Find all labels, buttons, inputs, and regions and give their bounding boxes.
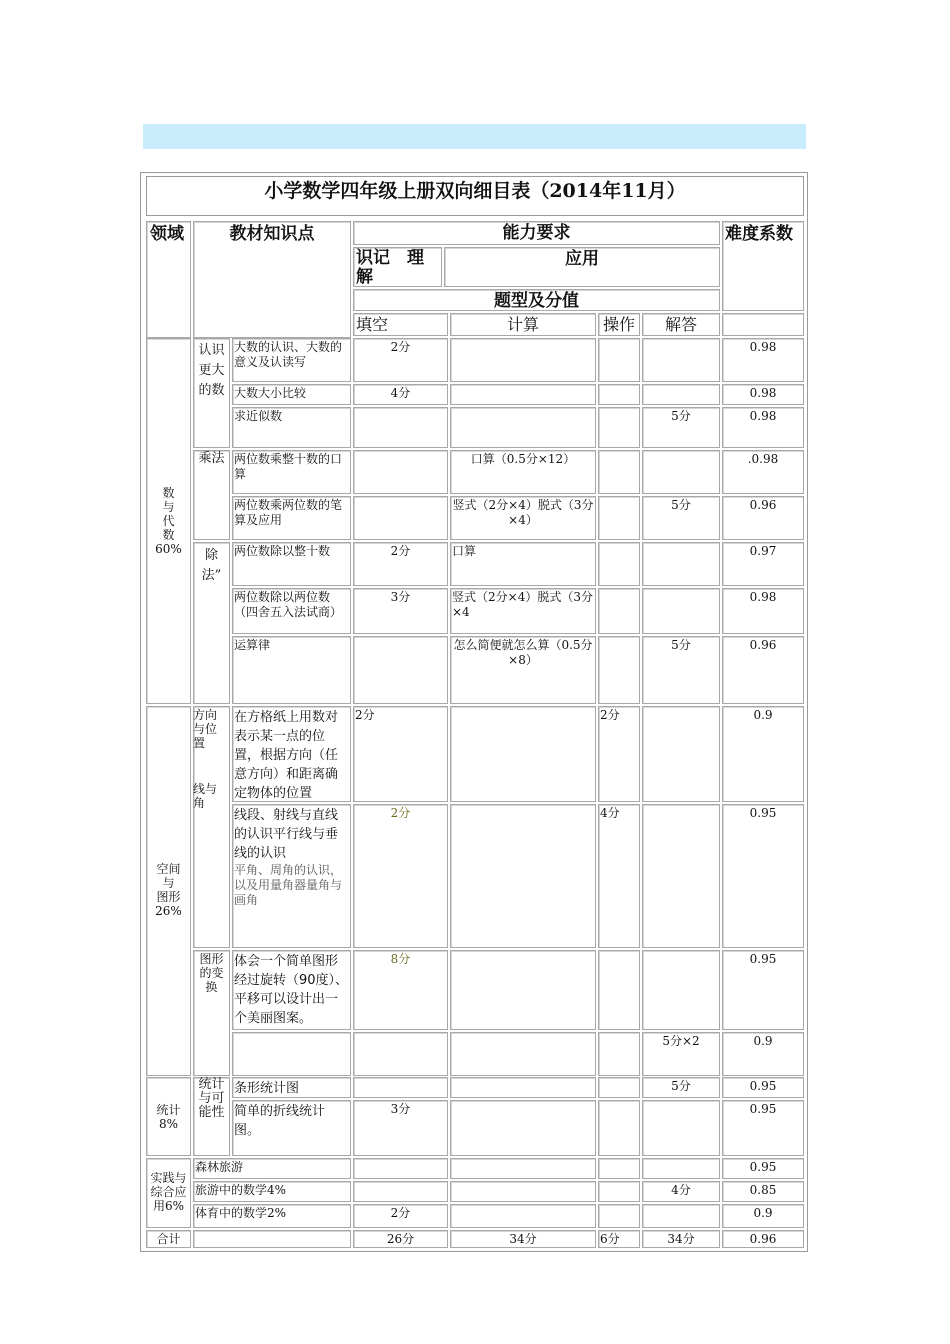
cell-fill-9 [353,804,448,948]
header-apply: 应用 [444,247,720,287]
table-title: 小学数学四年级上册双向细目表（2014年11月） [146,176,804,216]
cell-fill-5 [353,542,448,586]
cell-answer-3 [642,450,720,494]
difficulty-value: 0.9 [753,1206,773,1220]
calc-value: 竖式（2分×4）脱式（3分×4） [452,498,594,527]
cell-answer-17 [642,1230,720,1248]
cell-fill-2 [353,407,448,448]
knowledge-point-4 [232,496,351,540]
cell-operate-0 [598,338,640,382]
knowledge-point-14 [193,1158,351,1179]
knowledge-point-text: 旅游中的数学4% [195,1183,287,1197]
knowledge-point-5 [232,542,351,586]
knowledge-point-text: 两位数乘两位数的笔算及应用 [234,498,343,527]
knowledge-point-text: 线段、射线与直线的认识平行线与垂线的认识 [234,808,339,861]
cell-calc-14 [450,1158,596,1179]
cell-answer-12 [642,1077,720,1098]
knowledge-point-text: 两位数除以两位数（四舍五入法试商） [234,590,343,619]
difficulty-value: 0.98 [749,340,777,354]
cell-difficulty-11 [722,1032,804,1076]
cell-answer-9 [642,804,720,948]
cell-operate-5 [598,542,640,586]
unit-divide-label: 除 法” [201,548,222,583]
cell-fill-13 [353,1100,448,1156]
cell-calc-9 [450,804,596,948]
knowledge-point-10 [232,950,351,1030]
cell-calc-0 [450,338,596,382]
knowledge-point-2 [232,407,351,448]
difficulty-value: 0.95 [749,806,777,820]
cell-answer-13 [642,1100,720,1156]
unit-lines-label: 线与 角 [193,782,218,810]
cell-calc-17 [450,1230,596,1248]
difficulty-value: 0.97 [749,544,777,558]
cell-calc-4 [450,496,596,540]
fill-value: 2分 [390,340,411,354]
cell-calc-7 [450,636,596,704]
cell-difficulty-6 [722,588,804,634]
cell-operate-1 [598,384,640,405]
knowledge-point-3 [232,450,351,494]
cell-operate-17 [598,1230,640,1248]
fill-value: 8分 [390,952,411,966]
difficulty-value: 0.9 [753,708,773,722]
unit-big-numbers-label: 认识 更大 的数 [198,343,225,398]
cell-difficulty-9 [722,804,804,948]
cell-answer-7 [642,636,720,704]
top-banner [143,124,806,149]
header-answer: 解答 [642,313,720,336]
answer-value: 34分 [667,1232,695,1246]
domain-stats: 统计 8% [156,1103,181,1131]
cell-operate-2 [598,407,640,448]
knowledge-point-9 [232,804,351,948]
cell-difficulty-2 [722,407,804,448]
difficulty-value: 0.96 [749,498,777,512]
cell-answer-5 [642,542,720,586]
knowledge-point-text: 运算律 [234,638,271,652]
knowledge-point-12 [232,1077,351,1098]
cell-fill-14 [353,1158,448,1179]
knowledge-point-text: 大数的认识、大数的意义及认读写 [234,340,343,369]
domain-number: 数 与 代 数 60% [155,486,182,556]
unit-transform-label: 图形 的变 换 [199,952,224,994]
cell-calc-16 [450,1204,596,1228]
cell-calc-10 [450,950,596,1030]
cell-fill-12 [353,1077,448,1098]
answer-value: 5分 [671,409,691,423]
knowledge-point-16 [193,1204,351,1228]
answer-value: 5分 [671,498,691,512]
cell-operate-10 [598,950,640,1030]
cell-calc-8 [450,706,596,802]
header-domain: 领域 [146,221,191,338]
cell-difficulty-5 [722,542,804,586]
cell-fill-1 [353,384,448,405]
header-blank [722,313,804,336]
knowledge-point-text: 体会一个简单图形经过旋转（90度）、平移可以设计出一个美丽图案。 [234,954,349,1026]
difficulty-value: 0.96 [749,1232,777,1246]
cell-fill-0 [353,338,448,382]
answer-value: 5分 [671,638,691,652]
cell-fill-10 [353,950,448,1030]
domain-space: 空间 与 图形 26% [155,862,182,918]
fill-value: 3分 [390,1102,411,1116]
knowledge-point-17 [193,1230,351,1248]
cell-operate-9 [598,804,640,948]
operate-value: 2分 [600,708,620,722]
header-ability: 能力要求 [353,221,720,245]
cell-answer-10 [642,950,720,1030]
unit-direction-label: 方向 与位 置 [193,708,218,750]
answer-value: 5分×2 [662,1034,700,1048]
fill-value: 2分 [355,708,375,722]
cell-answer-6 [642,588,720,634]
fill-value: 4分 [390,386,411,400]
cell-calc-12 [450,1077,596,1098]
cell-calc-5 [450,542,596,586]
domain-total: 合计 [156,1232,181,1246]
cell-operate-11 [598,1032,640,1076]
cell-difficulty-0 [722,338,804,382]
cell-operate-8 [598,706,640,802]
difficulty-value: 0.95 [749,952,777,966]
cell-answer-2 [642,407,720,448]
cell-answer-1 [642,384,720,405]
cell-calc-15 [450,1181,596,1202]
cell-calc-13 [450,1100,596,1156]
cell-fill-3 [353,450,448,494]
cell-operate-16 [598,1204,640,1228]
difficulty-value: 0.9 [753,1034,773,1048]
cell-difficulty-14 [722,1158,804,1179]
header-question-type: 题型及分值 [353,289,720,311]
cell-operate-3 [598,450,640,494]
knowledge-point-0 [232,338,351,382]
operate-value: 4分 [600,806,620,820]
cell-difficulty-7 [722,636,804,704]
cell-calc-3 [450,450,596,494]
cell-answer-14 [642,1158,720,1179]
cell-difficulty-1 [722,384,804,405]
cell-answer-15 [642,1181,720,1202]
fill-value: 3分 [390,590,411,604]
cell-difficulty-12 [722,1077,804,1098]
cell-answer-11 [642,1032,720,1076]
fill-value: 2分 [390,806,411,820]
cell-fill-17 [353,1230,448,1248]
fill-value: 26分 [386,1232,415,1246]
calc-value: 口算（0.5分×12） [470,452,576,466]
cell-fill-16 [353,1204,448,1228]
cell-calc-11 [450,1032,596,1076]
knowledge-point-text: 大数大小比较 [234,386,307,400]
difficulty-value: .0.98 [747,452,779,466]
cell-answer-4 [642,496,720,540]
cell-calc-1 [450,384,596,405]
knowledge-point-text: 求近似数 [234,409,283,423]
difficulty-value: 0.95 [749,1102,777,1116]
cell-difficulty-13 [722,1100,804,1156]
knowledge-point-11 [232,1032,351,1076]
knowledge-point-text: 条形统计图 [234,1081,300,1096]
header-operate: 操作 [598,313,640,336]
difficulty-value: 0.95 [749,1160,777,1174]
cell-fill-8 [353,706,448,802]
calc-value: 怎么简便就怎么算（0.5分×8） [453,638,593,667]
knowledge-point-6 [232,588,351,634]
cell-difficulty-16 [722,1204,804,1228]
knowledge-point-text: 在方格纸上用数对表示某一点的位置，根据方向（任意方向）和距离确定物体的位置 [234,710,339,801]
fill-value: 2分 [390,1206,411,1220]
difficulty-value: 0.85 [749,1183,777,1197]
cell-difficulty-15 [722,1181,804,1202]
difficulty-value: 0.96 [749,638,777,652]
header-memory-understand: 识记 理解 [353,247,442,287]
knowledge-point-13 [232,1100,351,1156]
knowledge-point-7 [232,636,351,704]
cell-operate-4 [598,496,640,540]
unit-multiply-label: 乘法 [198,451,225,466]
answer-value: 4分 [671,1183,691,1197]
cell-operate-6 [598,588,640,634]
difficulty-value: 0.98 [749,590,777,604]
cell-answer-16 [642,1204,720,1228]
cell-fill-11 [353,1032,448,1076]
calc-value: 口算 [452,544,477,558]
cell-difficulty-10 [722,950,804,1030]
cell-fill-15 [353,1181,448,1202]
header-calc: 计算 [450,313,596,336]
cell-operate-7 [598,636,640,704]
knowledge-point-text: 简单的折线统计图。 [234,1104,326,1138]
knowledge-point-text: 两位数除以整十数 [234,544,331,558]
operate-value: 6分 [600,1232,620,1246]
fill-value: 2分 [390,544,411,558]
cell-operate-14 [598,1158,640,1179]
difficulty-value: 0.95 [749,1079,777,1093]
knowledge-point-1 [232,384,351,405]
cell-fill-6 [353,588,448,634]
knowledge-point-8 [232,706,351,802]
header-knowledge: 教材知识点 [193,221,351,338]
knowledge-point-extra: 平角、周角的认识，以及用量角器量角与画角 [234,863,343,907]
cell-operate-12 [598,1077,640,1098]
knowledge-point-15 [193,1181,351,1202]
cell-difficulty-3 [722,450,804,494]
knowledge-point-text: 两位数乘整十数的口算 [234,452,343,481]
cell-answer-0 [642,338,720,382]
difficulty-value: 0.98 [749,386,777,400]
knowledge-point-text: 体育中的数学2% [195,1206,287,1220]
cell-fill-7 [353,636,448,704]
header-difficulty: 难度系数 [722,221,804,311]
cell-operate-13 [598,1100,640,1156]
cell-fill-4 [353,496,448,540]
header-fill: 填空 [353,313,448,336]
difficulty-value: 0.98 [749,409,777,423]
cell-difficulty-17 [722,1230,804,1248]
cell-answer-8 [642,706,720,802]
calc-value: 34分 [509,1232,537,1246]
cell-difficulty-4 [722,496,804,540]
knowledge-point-text: 森林旅游 [195,1160,244,1174]
cell-difficulty-8 [722,706,804,802]
cell-operate-15 [598,1181,640,1202]
calc-value: 竖式（2分×4）脱式（3分×4 [452,590,593,619]
cell-calc-2 [450,407,596,448]
answer-value: 5分 [671,1079,691,1093]
cell-calc-6 [450,588,596,634]
domain-practice: 实践与 综合应 用6% [150,1171,187,1213]
unit-statistics-label: 统计 与可 能性 [198,1077,225,1120]
